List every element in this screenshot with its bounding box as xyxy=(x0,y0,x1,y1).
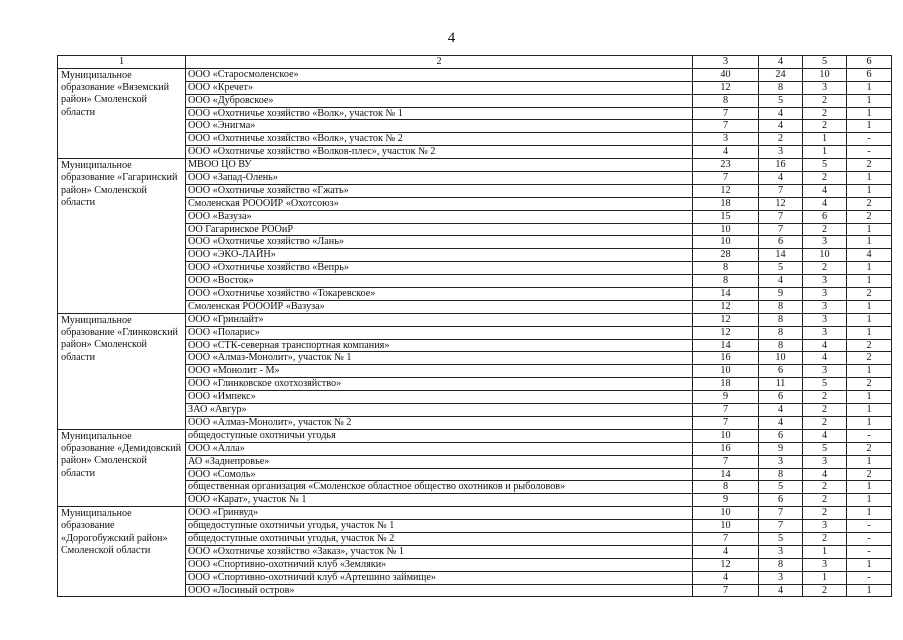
value-cell-4: 8 xyxy=(759,326,803,339)
value-cell-6: 1 xyxy=(847,313,892,326)
value-cell-6: 1 xyxy=(847,262,892,275)
value-cell-4: 6 xyxy=(759,391,803,404)
value-cell-4: 5 xyxy=(759,262,803,275)
value-cell-5: 10 xyxy=(803,68,847,81)
value-cell-3: 12 xyxy=(693,326,759,339)
value-cell-3: 16 xyxy=(693,442,759,455)
value-cell-6: 1 xyxy=(847,455,892,468)
value-cell-4: 12 xyxy=(759,197,803,210)
value-cell-6: 4 xyxy=(847,249,892,262)
org-cell: общедоступные охотничьи угодья, участок № 1 xyxy=(186,520,693,533)
value-cell-5: 1 xyxy=(803,146,847,159)
value-cell-5: 4 xyxy=(803,197,847,210)
value-cell-4: 5 xyxy=(759,532,803,545)
value-cell-5: 2 xyxy=(803,481,847,494)
value-cell-4: 8 xyxy=(759,558,803,571)
value-cell-6: - xyxy=(847,146,892,159)
header-cell: 2 xyxy=(186,56,693,69)
org-cell: ООО «Импекс» xyxy=(186,391,693,404)
value-cell-3: 18 xyxy=(693,197,759,210)
region-cell: Муниципальное образование «Глинковский район» Смоленской области xyxy=(58,313,186,429)
value-cell-5: 2 xyxy=(803,391,847,404)
org-cell: ООО «Старосмоленское» xyxy=(186,68,693,81)
org-cell: ООО «Охотничье хозяйство «Токаревское» xyxy=(186,288,693,301)
org-cell: ООО «Охотничье хозяйство «Лань» xyxy=(186,236,693,249)
value-cell-6: 1 xyxy=(847,584,892,597)
org-cell: ООО «Энигма» xyxy=(186,120,693,133)
value-cell-5: 2 xyxy=(803,507,847,520)
org-cell: общедоступные охотничьи угодья xyxy=(186,429,693,442)
value-cell-5: 5 xyxy=(803,378,847,391)
value-cell-4: 3 xyxy=(759,146,803,159)
region-cell: Муниципальное образование «Гагаринский район» Смоленской области xyxy=(58,159,186,314)
value-cell-6: 1 xyxy=(847,416,892,429)
org-cell: ООО «Кречет» xyxy=(186,81,693,94)
value-cell-3: 8 xyxy=(693,275,759,288)
value-cell-4: 8 xyxy=(759,313,803,326)
value-cell-4: 6 xyxy=(759,236,803,249)
value-cell-3: 10 xyxy=(693,429,759,442)
org-cell: ООО «Охотничье хозяйство «Волков-плес», участок № 2 xyxy=(186,146,693,159)
value-cell-6: 1 xyxy=(847,172,892,185)
value-cell-6: 1 xyxy=(847,404,892,417)
value-cell-5: 2 xyxy=(803,532,847,545)
value-cell-3: 8 xyxy=(693,262,759,275)
table-body xyxy=(58,56,892,597)
region-cell: Муниципальное образование «Вяземский район» Смоленской области xyxy=(58,68,186,158)
org-cell: ООО «Запад-Олень» xyxy=(186,172,693,185)
org-cell: ООО «Глинковское охотхозяйство» xyxy=(186,378,693,391)
value-cell-3: 9 xyxy=(693,391,759,404)
value-cell-4: 8 xyxy=(759,300,803,313)
value-cell-4: 5 xyxy=(759,481,803,494)
org-cell: ООО «Алла» xyxy=(186,442,693,455)
value-cell-6: 1 xyxy=(847,326,892,339)
value-cell-3: 7 xyxy=(693,107,759,120)
value-cell-3: 7 xyxy=(693,404,759,417)
region-cell: Муниципальное образование «Дорогобужский район» Смоленской области xyxy=(58,507,186,597)
value-cell-5: 2 xyxy=(803,223,847,236)
value-cell-3: 12 xyxy=(693,313,759,326)
value-cell-4: 7 xyxy=(759,210,803,223)
org-cell: ООО «Лосиный остров» xyxy=(186,584,693,597)
value-cell-4: 8 xyxy=(759,81,803,94)
value-cell-3: 14 xyxy=(693,288,759,301)
value-cell-3: 10 xyxy=(693,236,759,249)
header-cell: 4 xyxy=(759,56,803,69)
org-cell: ООО «Охотничье хозяйство «Заказ», участок № 1 xyxy=(186,545,693,558)
value-cell-6: 1 xyxy=(847,107,892,120)
header-cell: 6 xyxy=(847,56,892,69)
value-cell-4: 7 xyxy=(759,184,803,197)
value-cell-6: - xyxy=(847,429,892,442)
value-cell-4: 10 xyxy=(759,352,803,365)
org-cell: ООО «Охотничье хозяйство «Волк», участок № 1 xyxy=(186,107,693,120)
value-cell-4: 6 xyxy=(759,365,803,378)
value-cell-6: 1 xyxy=(847,275,892,288)
org-cell: ООО «Гринвуд» xyxy=(186,507,693,520)
org-cell: ООО «СТК-северная транспортная компания» xyxy=(186,339,693,352)
value-cell-6: 1 xyxy=(847,365,892,378)
region-cell: Муниципальное образование «Демидовский район» Смоленской области xyxy=(58,429,186,506)
value-cell-6: - xyxy=(847,133,892,146)
value-cell-3: 4 xyxy=(693,146,759,159)
value-cell-5: 2 xyxy=(803,584,847,597)
value-cell-6: 2 xyxy=(847,352,892,365)
value-cell-3: 14 xyxy=(693,468,759,481)
header-cell: 5 xyxy=(803,56,847,69)
value-cell-5: 3 xyxy=(803,520,847,533)
value-cell-5: 1 xyxy=(803,133,847,146)
value-cell-5: 2 xyxy=(803,107,847,120)
org-cell: Смоленская РОООИР «Вазуза» xyxy=(186,300,693,313)
value-cell-3: 12 xyxy=(693,558,759,571)
value-cell-4: 4 xyxy=(759,172,803,185)
org-cell: МВОО ЦО ВУ xyxy=(186,159,693,172)
value-cell-6: 1 xyxy=(847,507,892,520)
value-cell-6: 2 xyxy=(847,197,892,210)
value-cell-6: 1 xyxy=(847,81,892,94)
value-cell-6: 1 xyxy=(847,481,892,494)
org-cell: Смоленская РОООИР «Охотсоюз» xyxy=(186,197,693,210)
org-cell: ЗАО «Авгур» xyxy=(186,404,693,417)
value-cell-4: 7 xyxy=(759,507,803,520)
value-cell-3: 10 xyxy=(693,507,759,520)
value-cell-6: 1 xyxy=(847,184,892,197)
value-cell-6: 2 xyxy=(847,442,892,455)
value-cell-3: 4 xyxy=(693,545,759,558)
table-row xyxy=(58,159,892,172)
value-cell-5: 2 xyxy=(803,494,847,507)
value-cell-4: 6 xyxy=(759,494,803,507)
org-cell: общедоступные охотничьи угодья, участок № 2 xyxy=(186,532,693,545)
value-cell-3: 40 xyxy=(693,68,759,81)
value-cell-4: 7 xyxy=(759,223,803,236)
value-cell-6: 2 xyxy=(847,159,892,172)
table-row xyxy=(58,507,892,520)
table-row xyxy=(58,68,892,81)
value-cell-3: 23 xyxy=(693,159,759,172)
value-cell-4: 24 xyxy=(759,68,803,81)
value-cell-3: 8 xyxy=(693,481,759,494)
value-cell-3: 14 xyxy=(693,339,759,352)
value-cell-4: 3 xyxy=(759,571,803,584)
value-cell-6: 1 xyxy=(847,300,892,313)
value-cell-5: 5 xyxy=(803,442,847,455)
org-cell: ООО «Алмаз-Монолит», участок № 1 xyxy=(186,352,693,365)
value-cell-6: 2 xyxy=(847,210,892,223)
value-cell-6: 2 xyxy=(847,339,892,352)
value-cell-5: 2 xyxy=(803,404,847,417)
header-cell: 1 xyxy=(58,56,186,69)
page-number: 4 xyxy=(447,30,456,46)
value-cell-4: 5 xyxy=(759,94,803,107)
value-cell-3: 12 xyxy=(693,300,759,313)
value-cell-5: 3 xyxy=(803,288,847,301)
allocation-table xyxy=(57,55,892,597)
value-cell-3: 7 xyxy=(693,172,759,185)
value-cell-3: 4 xyxy=(693,571,759,584)
value-cell-5: 2 xyxy=(803,172,847,185)
value-cell-3: 12 xyxy=(693,184,759,197)
value-cell-5: 3 xyxy=(803,455,847,468)
value-cell-6: 2 xyxy=(847,378,892,391)
value-cell-4: 14 xyxy=(759,249,803,262)
value-cell-4: 7 xyxy=(759,520,803,533)
value-cell-6: 1 xyxy=(847,236,892,249)
org-cell: ОО Гагаринское РООиР xyxy=(186,223,693,236)
value-cell-4: 16 xyxy=(759,159,803,172)
org-cell: ООО «Дубровское» xyxy=(186,94,693,107)
org-cell: общественная организация «Смоленское областное общество охотников и рыболовов» xyxy=(186,481,693,494)
value-cell-6: - xyxy=(847,532,892,545)
value-cell-4: 8 xyxy=(759,339,803,352)
value-cell-4: 11 xyxy=(759,378,803,391)
value-cell-4: 3 xyxy=(759,545,803,558)
value-cell-4: 3 xyxy=(759,455,803,468)
value-cell-6: - xyxy=(847,545,892,558)
value-cell-5: 3 xyxy=(803,326,847,339)
value-cell-5: 5 xyxy=(803,159,847,172)
org-cell: ООО «Спортивно-охотничий клуб «Артешино займище» xyxy=(186,571,693,584)
value-cell-3: 7 xyxy=(693,584,759,597)
value-cell-5: 3 xyxy=(803,236,847,249)
value-cell-4: 9 xyxy=(759,442,803,455)
value-cell-4: 4 xyxy=(759,275,803,288)
value-cell-4: 9 xyxy=(759,288,803,301)
value-cell-5: 1 xyxy=(803,545,847,558)
value-cell-5: 10 xyxy=(803,249,847,262)
value-cell-6: 2 xyxy=(847,288,892,301)
value-cell-5: 2 xyxy=(803,262,847,275)
org-cell: ООО «Охотничье хозяйство «Гжать» xyxy=(186,184,693,197)
value-cell-5: 4 xyxy=(803,468,847,481)
org-cell: ООО «Гринлайт» xyxy=(186,313,693,326)
value-cell-3: 7 xyxy=(693,532,759,545)
value-cell-4: 6 xyxy=(759,429,803,442)
value-cell-5: 3 xyxy=(803,313,847,326)
header-cell: 3 xyxy=(693,56,759,69)
value-cell-3: 12 xyxy=(693,81,759,94)
value-cell-4: 2 xyxy=(759,133,803,146)
org-cell: ООО «Охотничье хозяйство «Вепрь» xyxy=(186,262,693,275)
value-cell-5: 3 xyxy=(803,300,847,313)
value-cell-4: 8 xyxy=(759,468,803,481)
value-cell-5: 6 xyxy=(803,210,847,223)
value-cell-3: 10 xyxy=(693,223,759,236)
value-cell-3: 9 xyxy=(693,494,759,507)
org-cell: ООО «Охотничье хозяйство «Волк», участок № 2 xyxy=(186,133,693,146)
org-cell: ООО «Алмаз-Монолит», участок № 2 xyxy=(186,416,693,429)
value-cell-4: 4 xyxy=(759,107,803,120)
value-cell-6: - xyxy=(847,571,892,584)
org-cell: ООО «Карат», участок № 1 xyxy=(186,494,693,507)
org-cell: ООО «Сомоль» xyxy=(186,468,693,481)
value-cell-4: 4 xyxy=(759,120,803,133)
value-cell-5: 2 xyxy=(803,94,847,107)
value-cell-3: 15 xyxy=(693,210,759,223)
value-cell-3: 3 xyxy=(693,133,759,146)
value-cell-6: - xyxy=(847,520,892,533)
value-cell-6: 1 xyxy=(847,120,892,133)
value-cell-6: 1 xyxy=(847,494,892,507)
value-cell-6: 1 xyxy=(847,558,892,571)
value-cell-4: 4 xyxy=(759,584,803,597)
table-row xyxy=(58,313,892,326)
org-cell: АО «Заднепровье» xyxy=(186,455,693,468)
value-cell-3: 7 xyxy=(693,120,759,133)
value-cell-5: 3 xyxy=(803,365,847,378)
value-cell-3: 16 xyxy=(693,352,759,365)
value-cell-3: 7 xyxy=(693,455,759,468)
org-cell: ООО «ЭКО-ЛАЙН» xyxy=(186,249,693,262)
org-cell: ООО «Восток» xyxy=(186,275,693,288)
value-cell-3: 18 xyxy=(693,378,759,391)
value-cell-3: 10 xyxy=(693,365,759,378)
value-cell-3: 8 xyxy=(693,94,759,107)
value-cell-5: 4 xyxy=(803,429,847,442)
value-cell-6: 6 xyxy=(847,68,892,81)
value-cell-5: 3 xyxy=(803,558,847,571)
value-cell-5: 4 xyxy=(803,352,847,365)
value-cell-3: 7 xyxy=(693,416,759,429)
value-cell-4: 4 xyxy=(759,416,803,429)
value-cell-6: 1 xyxy=(847,223,892,236)
value-cell-3: 10 xyxy=(693,520,759,533)
table-header-row xyxy=(58,56,892,69)
value-cell-5: 2 xyxy=(803,416,847,429)
org-cell: ООО «Вазуза» xyxy=(186,210,693,223)
org-cell: ООО «Поларис» xyxy=(186,326,693,339)
value-cell-5: 4 xyxy=(803,184,847,197)
value-cell-4: 4 xyxy=(759,404,803,417)
value-cell-6: 2 xyxy=(847,468,892,481)
value-cell-5: 2 xyxy=(803,120,847,133)
org-cell: ООО «Монолит - М» xyxy=(186,365,693,378)
value-cell-6: 1 xyxy=(847,94,892,107)
value-cell-5: 3 xyxy=(803,81,847,94)
value-cell-5: 1 xyxy=(803,571,847,584)
value-cell-6: 1 xyxy=(847,391,892,404)
value-cell-3: 28 xyxy=(693,249,759,262)
value-cell-5: 4 xyxy=(803,339,847,352)
table-row xyxy=(58,429,892,442)
value-cell-5: 3 xyxy=(803,275,847,288)
org-cell: ООО «Спортивно-охотничий клуб «Земляки» xyxy=(186,558,693,571)
